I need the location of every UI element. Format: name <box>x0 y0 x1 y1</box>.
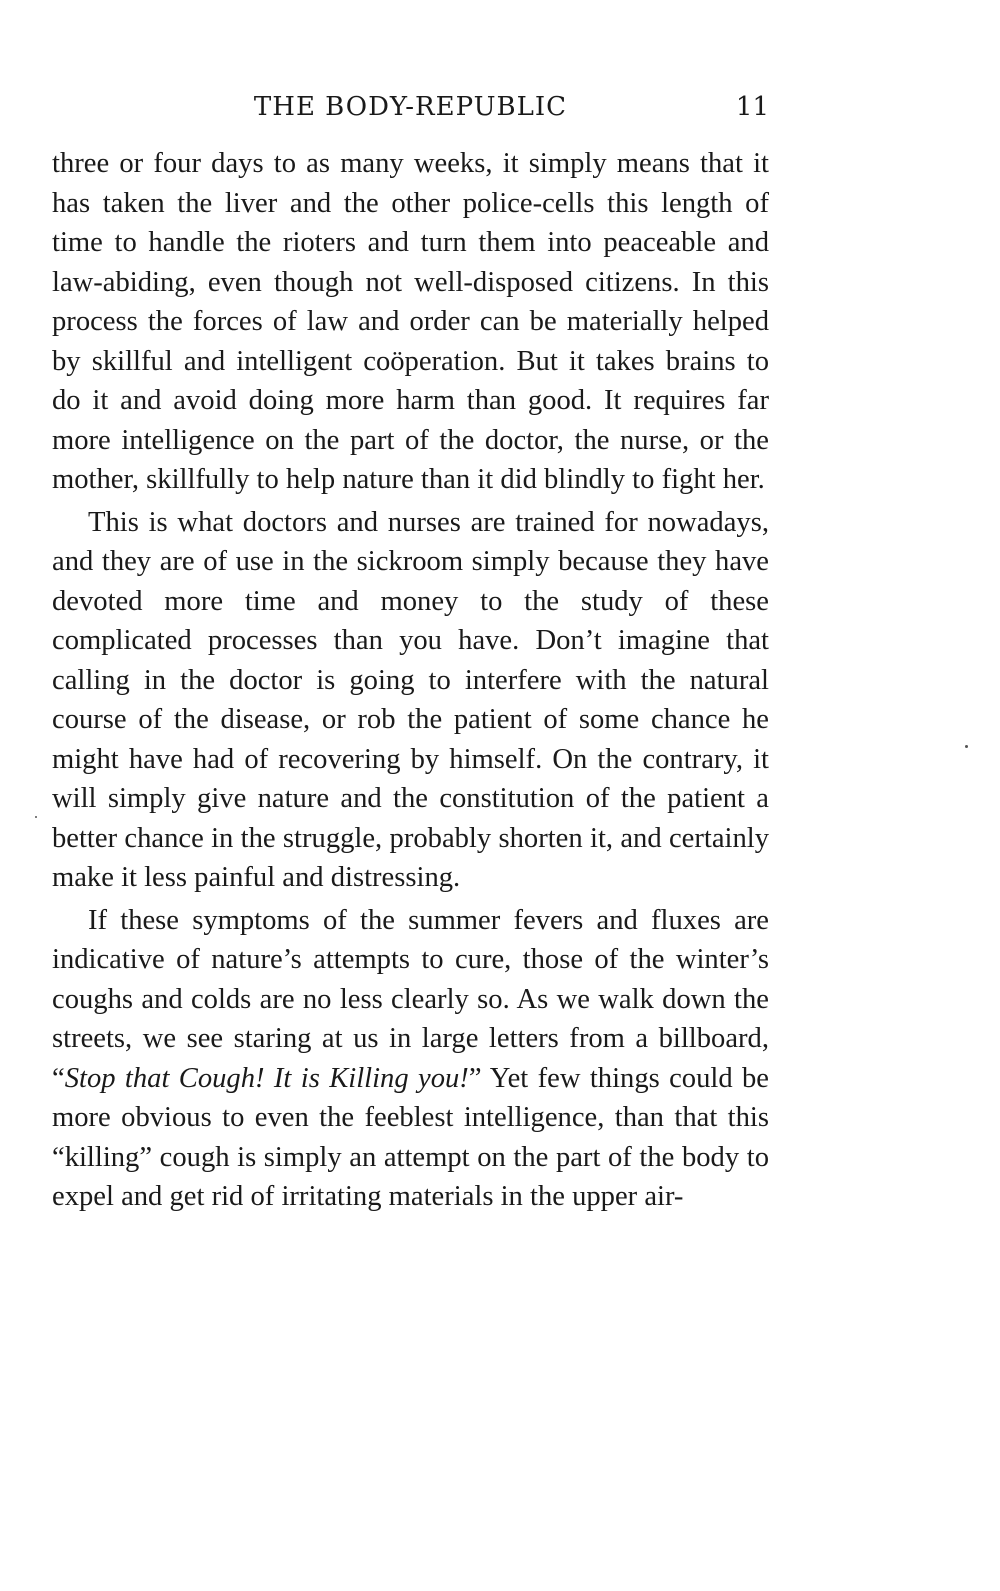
paragraph-3-text-after: ” Yet few things could be more obvious to even the feeblest intelligence, than that this “killing” cough is simply an attempt on the part of the body to expel and get rid of irritating materials in the upper air- <box>52 1062 769 1212</box>
paragraph-2: This is what doctors and nurses are trained for nowadays, and they are of use in the sickroom simply because they have devoted more time and money to the study of these complicated processes than you have. Don’t imagine that calling in the doctor is going to interfere with the natural course of the disease, or rob the patient of some chance he might have had of recovering by himself. On the contrary, it will simply give nature and the constitution of the patient a better chance in the struggle, probably shorten it, and certainly make it less painful and distressing. <box>52 506 769 893</box>
page-number: 11 <box>735 92 769 122</box>
scan-speck <box>35 816 37 818</box>
paragraph-3-text-before: If these symptoms of the summer fevers and fluxes are indicative of nature’s attempts to cure, those of the winter’s coughs and colds are no less clearly so. As we walk down the streets, we see staring at us in large letters from a billboard, “ <box>52 904 769 1094</box>
running-title: THE BODY-REPUBLIC <box>253 92 568 122</box>
body-text <box>52 144 769 1217</box>
running-head <box>52 87 769 127</box>
paragraph-3 <box>52 901 769 1217</box>
scan-speck <box>965 745 968 748</box>
billboard-slogan: Stop that Cough! It is Killing you! <box>64 1062 469 1094</box>
paragraph-1: three or four days to as many weeks, it simply means that it has taken the liver and the other police-cells this length of time to handle the rioters and turn them into peaceable and law-abiding, even though not well-disposed citizens. In this process the forces of law and order can be materially helped by skillful and intelligent coöperation. But it takes brains to do it and avoid doing more harm than good. It requires far more intelligence on the part of the doctor, the nurse, or the mother, skillfully to help nature than it did blindly to fight her. <box>52 148 769 495</box>
